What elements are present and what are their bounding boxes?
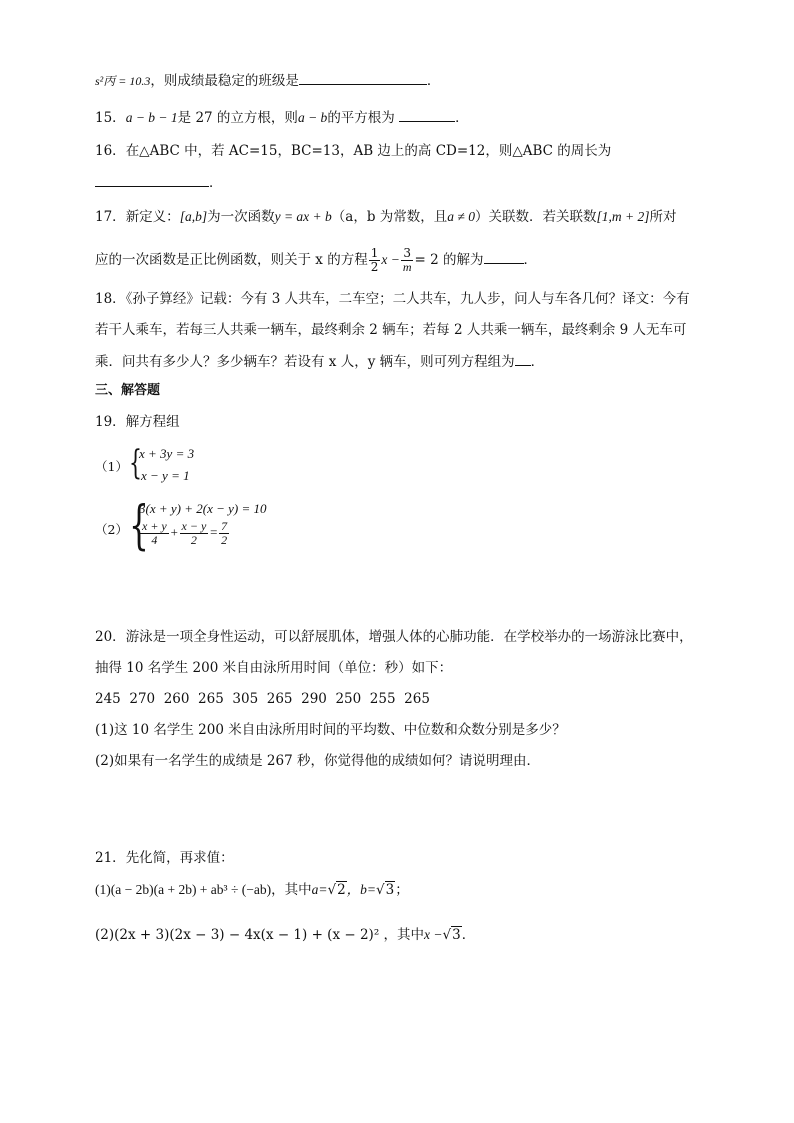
q21-sub2-x-val: 3 [452,927,461,943]
q19-p2-plus: + [169,524,179,540]
q17-text-a: 新定义： [125,209,180,225]
q19-text: 解方程组 [125,414,180,430]
q21-text: 先化简，再求值： [125,850,234,866]
q21-sub2-tail: ，其中 [383,927,425,943]
q15-expr-c: a − b [297,110,328,125]
q18-line2 [95,320,687,340]
q16-blank-line: ． [95,172,223,193]
q17-eq-tail: = 2 [414,252,439,268]
q16-text: 在△ABC 中，若 AC=15，BC=13，AB 边上的高 CD=12，则△ABC 的周长为 [125,143,612,159]
q17-var-x: x − [381,252,400,267]
q21-sub2-end: ． [461,927,476,943]
q20-text-line2: 抽得 10 名学生 200 米自由泳所用时间（单位：秒）如下： [95,660,453,676]
q18-line3: 乘．问共有多少人？多少辆车？若设有 x 人，y 辆车，则可列方程组为 ． [95,351,544,372]
q17-frac1 [369,247,381,274]
q21-sub1-expr: (1)(a − 2b)(a + 2b) + ab³ ÷ (−ab) [95,882,272,897]
q17-text-b: 为一次函数 [207,209,275,225]
q21-sub1-end: ； [395,882,409,898]
q15-text-b: 是 27 的立方根，则 [177,110,298,126]
q19-p2-frac2-den: 2 [190,533,197,547]
q19-part1-brace: { [129,443,142,483]
q18-text-line2: 若干人乘车，若每三人共乘一辆车，最终剩余 2 辆车；若每 2 人共乘一辆车，最终剩余 9 人无车可 [95,322,687,338]
q17-answer-blank[interactable] [484,249,524,264]
q21-sub1-b: ，b= [346,882,377,897]
q17-text-e: 所对 [649,209,677,225]
q17-frac1-den: 2 [370,260,379,274]
q17-number: 17． [95,209,126,225]
q17-frac2 [401,247,414,274]
q15-expr-a: a − b − 1 [125,110,178,125]
q19-p2-frac1-num: x + y [142,519,167,533]
q20-line1 [95,627,693,647]
q19-p2-frac2-num: x − y [181,519,207,533]
q15-text-d: 的平方根为 [327,110,395,126]
q21-sub1: (1)(a − 2b)(a + 2b) + ab³ ÷ (−ab)，其中a=√2，b=√3； [95,882,409,898]
q20-sub2: (2)如果有一名学生的成绩是 267 秒，你觉得他的成绩如何？请说明理由． [95,753,540,769]
q14-answer-blank[interactable] [299,70,427,85]
q20-line2 [95,658,452,678]
q17-text-c: （a，b 为常数，且 [331,209,448,225]
q17-text-d: ）关联数．若关联数 [474,209,597,225]
q19-line [95,412,180,432]
q21-sub1-b-val: 3 [385,882,395,898]
q17-line1 [95,207,676,227]
q17-cond: a ≠ 0 [447,209,475,224]
q21-sub1-tail: ，其中 [271,882,312,898]
q17-bracket1: [a,b] [179,209,208,224]
q19-p2-eq: = [209,524,219,540]
q19-part1-eq2: x − y = 1 [141,468,190,483]
q19-number: 19． [95,414,126,430]
q21-line [95,848,234,868]
q18-number: 18． [95,291,126,307]
q19-part2-eq1: 3(x + y) + 2(x − y) = 10 [139,501,267,516]
q20-text-line1: 游泳是一项全身性运动，可以舒展肌体，增强人体的心肺功能．在学校举办的一场游泳比赛中， [125,629,693,645]
q21-sub2-x: x − [424,927,443,942]
section-title: 三、解答题 [95,383,161,398]
q21-sub1-a: a= [311,882,328,897]
q21-number: 21． [95,850,126,866]
q21-sub2: (2)(2x + 3)(2x − 3) − 4x(x − 1) + (x − 2)² ，其中x −√3． [95,927,476,943]
q19-p2-frac1 [140,520,169,547]
q14-tail-text: ，则成绩最稳定的班级是 [150,73,299,89]
variance-expr: s²丙 = 10.3 [95,74,151,88]
q19-part1-label: （1） [95,459,128,474]
q19-p2-frac3 [219,520,229,547]
q19-part2-brace: { [129,496,149,556]
q19-part2-eq2 [139,520,230,547]
q19-part2 [95,498,355,560]
q14-tail-line: s²丙 = 10.3，则成绩最稳定的班级是 ． [95,70,440,91]
q15-number: 15． [95,110,126,126]
q17-frac2-num: 3 [403,246,411,260]
q21-sub1-a-val: 2 [337,882,346,898]
q19-p2-frac2 [180,520,209,547]
q17-line2: 应的一次函数是正比例函数，则关于 x 的方程 $\frac{1}{2}$ x − $\frac{3}{m}$ = 2 的解为 ． [95,246,537,274]
q20-number: 20． [95,629,126,645]
q19-part2-label: （2） [95,522,128,537]
q17-frac2-den: m [402,260,412,274]
q19-p2-frac1-den: 4 [151,533,158,547]
q16-line [95,141,611,161]
q15-answer-blank[interactable] [399,107,455,122]
q18-line1 [95,289,690,309]
q16-number: 16． [95,143,126,159]
q20-sub1: (1)这 10 名学生 200 米自由泳所用时间的平均数、中位数和众数分别是多少？ [95,722,566,738]
q17-text-line2b: 的解为 [443,252,484,268]
q18-answer-blank[interactable] [515,351,531,366]
q19-p2-frac3-num: 7 [221,519,228,533]
q17-bracket2: [1,m + 2] [596,209,650,224]
q15-line: 15．a − b − 1是 27 的立方根，则a − b的平方根为 ． [95,107,469,128]
q19-part1 [95,444,295,490]
q17-frac1-num: 1 [370,246,379,260]
q19-part1-eq1: x + 3y = 3 [139,446,195,461]
q18-text-line3: 乘．问共有多少人？多少辆车？若设有 x 人，y 辆车，则可列方程组为 [95,354,515,370]
q20-data: 245 270 260 265 305 265 290 250 255 265 [95,691,430,707]
q19-p2-frac3-den: 2 [221,533,228,547]
q17-text-line2a: 应的一次函数是正比例函数，则关于 x 的方程 [95,252,368,268]
q16-answer-blank[interactable] [95,172,209,187]
q18-text-line1: 《孙子算经》记载：今有 3 人共车，二车空；二人共车，九人步，问人与车各几何？译文：今有 [125,291,690,307]
q17-func: y = ax + b [274,209,332,224]
q21-sub2-expr: (2)(2x + 3)(2x − 3) − 4x(x − 1) + (x − 2)² [95,927,380,943]
